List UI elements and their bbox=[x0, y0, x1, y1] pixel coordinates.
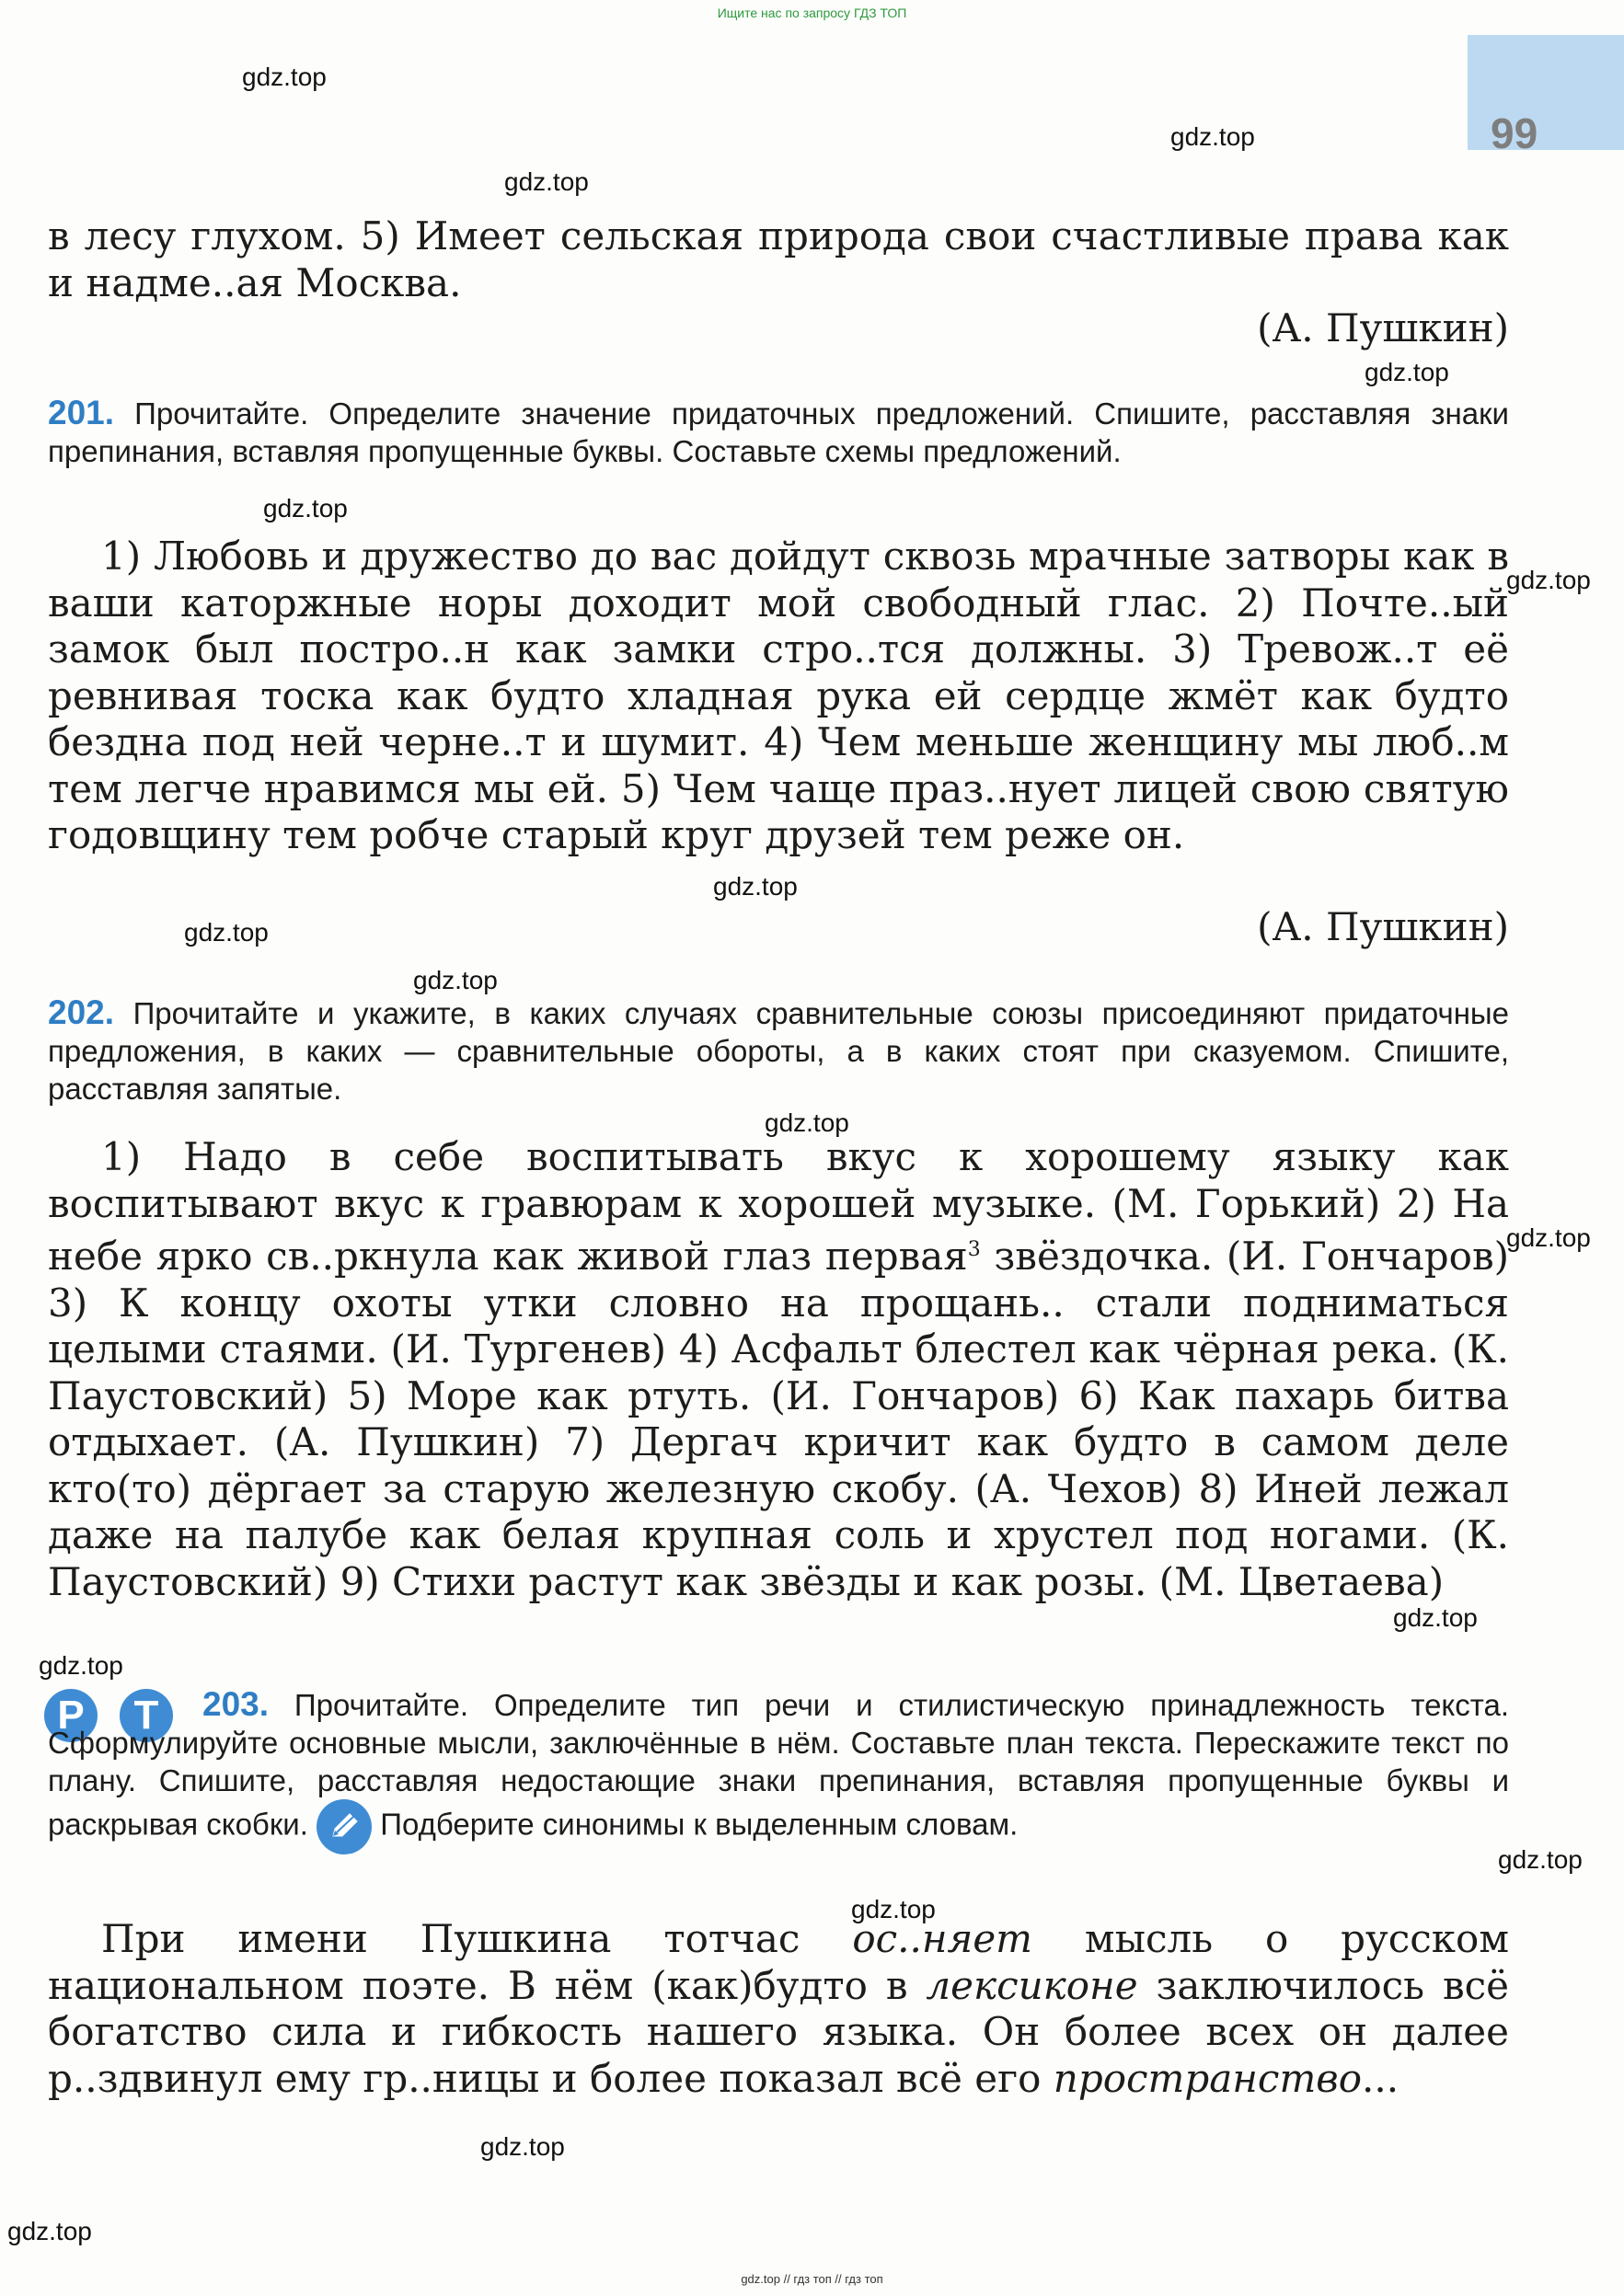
exercise-202-text-part1: 1) Надо в себе воспитывать вкус к хорошему языку как воспитывают вкус к гравюрам к хорошей музыке. (М. Горький) 2) На небе ярко св..ркнула как живой глаз первая bbox=[48, 1134, 1509, 1279]
highlighted-word: ос..няет bbox=[852, 1916, 1033, 1961]
watermark: gdz.top bbox=[1506, 1223, 1591, 1252]
watermark: gdz.top bbox=[7, 2217, 92, 2245]
exercise-201-text: 1) Любовь и дружество до вас дойдут сквозь мрачные затворы как в ваши каторжные норы доходит мой свободный глас. 2) Почте..ый замок был постро..н как замки стро..тся должны. 3) Тревож..т её ревнивая тоска как будто хладная рука ей сердце жмёт как будто бездна под ней черне..т и шумит. 4) Чем меньше женщину мы люб..м тем легче нравимся мы ей. 5) Чем чаще праз..нует лицей свою святую годовщину тем робче старый круг друзей тем реже он. bbox=[48, 534, 1509, 857]
exercise-201-author: (А. Пушкин) bbox=[1257, 904, 1509, 949]
watermark: gdz.top bbox=[1393, 1603, 1478, 1632]
watermark: gdz.top bbox=[263, 494, 348, 522]
exercise-203-instruction-text2: Подберите синонимы к выделенным словам. bbox=[380, 1807, 1019, 1842]
exercise-201-instruction bbox=[48, 394, 1509, 470]
watermark: gdz.top bbox=[1498, 1845, 1583, 1874]
highlighted-word: пространство bbox=[1053, 2055, 1363, 2101]
watermark: gdz.top bbox=[851, 1895, 936, 1923]
exercise-203-instruction-text: Прочитайте. Определите тип речи и стилистическую принадлежность текста. Сформулируйте основные мысли, заключённые в нём. Составьте план текста. Перескажите текст по плану. Спишите, расставляя недостающие знаки препинания, вставляя пропущенные буквы и раскрывая скобки. bbox=[48, 1688, 1509, 1842]
exercise-202-number: 202. bbox=[48, 993, 115, 1031]
watermark: gdz.top bbox=[713, 872, 798, 901]
watermark: gdz.top bbox=[39, 1651, 123, 1680]
watermark: gdz.top bbox=[1170, 122, 1255, 151]
badge-t-icon: Т bbox=[120, 1689, 173, 1742]
bottom-note: gdz.top // гдз топ // гдз топ bbox=[741, 2272, 883, 2286]
exercise-202-text bbox=[48, 1134, 1509, 1605]
exercise-202-instruction-text: Прочитайте и укажите, в каких случаях сравнительные союзы присоединяют придаточные предложения, в каких — сравнительные обороты, а в каких стоят при сказуемом. Спишите, расставляя запятые. bbox=[48, 996, 1509, 1106]
exercise-203-number: 203. bbox=[202, 1685, 270, 1723]
exercise-203-instruction bbox=[48, 1685, 1509, 1854]
page-number: 99 bbox=[1491, 109, 1538, 157]
watermark: gdz.top bbox=[184, 918, 269, 947]
exercise-202-instruction bbox=[48, 993, 1509, 1108]
exercise-203-text bbox=[48, 1916, 1509, 2102]
watermark: gdz.top bbox=[413, 966, 498, 994]
exercise-203-text-part: ... bbox=[1362, 2055, 1399, 2101]
highlighted-word: лексиконе bbox=[926, 1962, 1138, 2008]
top-note: Ищите нас по запросу ГДЗ ТОП bbox=[717, 6, 907, 20]
watermark: gdz.top bbox=[242, 63, 327, 91]
exercise-203-text-part: При имени Пушкина тотчас bbox=[101, 1916, 853, 1961]
exercise-201-number: 201. bbox=[48, 394, 115, 431]
pencil-icon bbox=[317, 1799, 372, 1854]
badge-r-icon: Р bbox=[44, 1689, 98, 1742]
intro-author: (А. Пушкин) bbox=[1257, 305, 1509, 350]
exercise-203-text-part: мысль о русском национальном поэте. В нём (как)будто в bbox=[48, 1916, 1509, 2008]
exercise-203-text-part: заключилось всё богатство сила и гибкость нашего языка. Он более всех он далее р..здвинул ему гр..ницы и более показал всё его bbox=[48, 1962, 1509, 2101]
watermark: gdz.top bbox=[480, 2132, 565, 2161]
watermark: gdz.top bbox=[1365, 358, 1449, 386]
exercise-201-instruction-text: Прочитайте. Определите значение придаточных предложений. Спишите, расставляя знаки препинания, вставляя пропущенные буквы. Составьте схемы предложений. bbox=[48, 396, 1509, 468]
footnote-mark: 3 bbox=[967, 1238, 981, 1261]
watermark: gdz.top bbox=[765, 1108, 849, 1137]
watermark: gdz.top bbox=[504, 167, 589, 196]
exercise-202-text-part2: звёздочка. (И. Гончаров) 3) К концу охоты утки словно на прощань.. стали подниматься целыми стаями. (И. Тургенев) 4) Асфальт блестел как чёрная река. (К. Паустовский) 5) Море как ртуть. (И. Гончаров) 6) Как пахарь битва отдыхает. (А. Пушкин) 7) Дергач кричит как будто в самом деле кто(то) дёргает за старую железную скобу. (А. Чехов) 8) Иней лежал даже на палубе как белая крупная соль и хрустел под ногами. (К. Паустовский) 9) Стихи растут как звёзды и как розы. (М. Цветаева) bbox=[48, 1234, 1509, 1604]
intro-text: в лесу глухом. 5) Имеет сельская природа свои счастливые права как и надме..ая Москва. bbox=[48, 213, 1509, 305]
watermark: gdz.top bbox=[1506, 566, 1591, 594]
